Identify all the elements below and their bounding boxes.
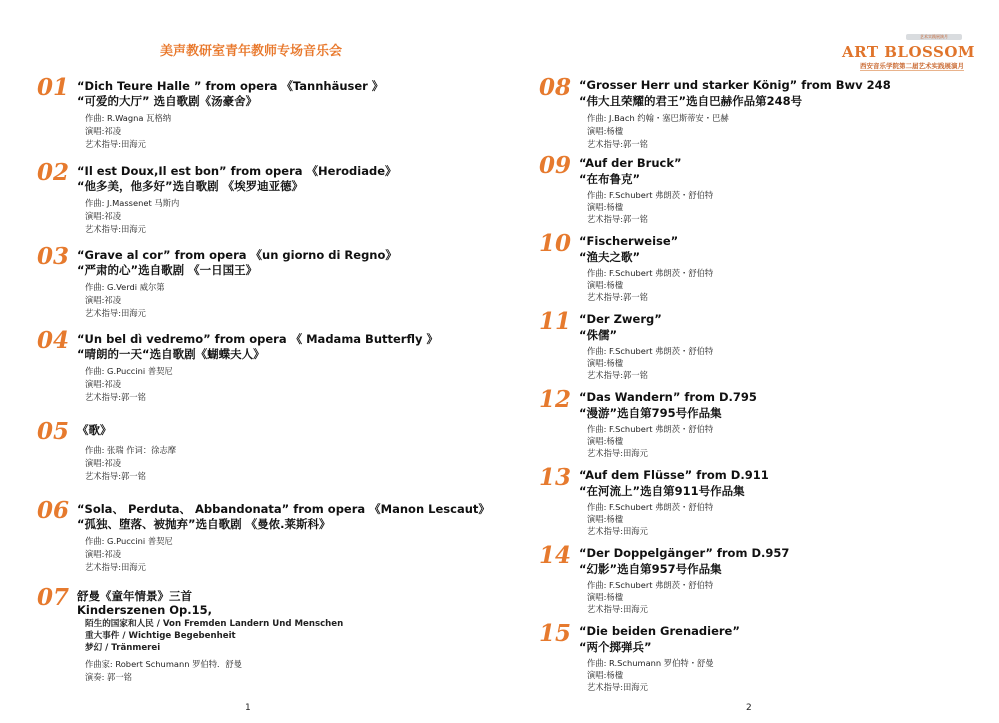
director-line: 艺术指导:田海元 [587, 604, 648, 614]
logo-subtitle: 西安音乐学院第二届艺术实践展演月 [860, 62, 964, 70]
performer-line: 演唱:祁凌 [85, 295, 121, 305]
composer-line: 作曲: G.Puccini 普契尼 [85, 536, 173, 546]
item-title-cn: “孤独、堕落、被抛弃”选自歌剧 《曼侬.莱斯科》 [77, 517, 331, 531]
item-title: “Der Doppelgänger” from D.957 [579, 546, 790, 560]
item-number: 09 [539, 152, 572, 179]
player-line: 演奏: 郭一铭 [85, 672, 132, 682]
director-line: 艺术指导:郭一铭 [85, 392, 146, 402]
composer-line: 作曲: R.Wagna 瓦格纳 [85, 113, 172, 123]
item-title: “Il est Doux,Il est bon” from opera 《Herodiade》 [77, 164, 397, 178]
item-title-cn: “他多美，他多好”选自歌剧 《埃罗迪亚德》 [77, 179, 304, 193]
performer-line: 演唱:杨楹 [587, 514, 623, 524]
performer-line: 演唱:祁凌 [85, 549, 121, 559]
director-line: 艺术指导:田海元 [587, 526, 648, 536]
item-number: 11 [539, 308, 572, 335]
logo-tag: 艺术实践展演月 [906, 34, 962, 40]
item-title-cn: “伟大且荣耀的君王”选自巴赫作品第248号 [579, 94, 803, 108]
item-title-cn: “可爱的大厅” 选自歌剧《汤豪舍》 [77, 94, 258, 108]
item-number: 03 [37, 243, 70, 270]
performer-line: 演唱:杨楹 [587, 436, 623, 446]
item-title-cn: “在布鲁克” [579, 172, 641, 186]
composer-line: 作曲: F.Schubert 弗朗茨・舒伯特 [587, 502, 714, 512]
item-title: “Auf der Bruck” [579, 156, 682, 170]
item-title-cn: “漫游”选自第795号作品集 [579, 406, 722, 420]
movement-2: 重大事件 / Wichtige Begebenheit [85, 631, 236, 641]
director-line: 艺术指导:田海元 [85, 139, 146, 149]
item-number: 06 [37, 497, 70, 524]
performer-line: 演唱:祁凌 [85, 458, 121, 468]
director-line: 艺术指导:田海元 [85, 224, 146, 234]
item-title-cn: “严肃的心”选自歌剧 《一日国王》 [77, 263, 258, 277]
item-number: 05 [37, 418, 70, 445]
item-title: “Das Wandern” from D.795 [579, 390, 757, 404]
item-title: 《歌》 [77, 423, 112, 437]
item-title-cn: “侏儒” [579, 328, 618, 342]
concert-title: 美声教研室青年教师专场音乐会 [160, 44, 343, 59]
director-line: 艺术指导:田海元 [85, 308, 146, 318]
item-title-cn: “在河流上”选自第911号作品集 [579, 484, 745, 498]
movement-1: 陌生的国家和人民 / Von Fremden Landern Und Menschen [85, 619, 344, 629]
composer-line: 作曲: R.Schumann 罗伯特・舒曼 [587, 658, 714, 668]
item-number: 14 [539, 542, 572, 569]
performer-line: 演唱:杨楹 [587, 592, 623, 602]
composer-line: 作曲: F.Schubert 弗朗茨・舒伯特 [587, 580, 714, 590]
item-title: “Die beiden Grenadiere” [579, 624, 740, 638]
program-page-left [0, 0, 499, 723]
director-line: 艺术指导:田海元 [587, 448, 648, 458]
item-title-op: Kinderszenen Op.15, [77, 603, 213, 617]
item-title: “Der Zwerg” [579, 312, 662, 326]
item-title: “Un bel dì vedremo” from opera 《 Madama Butterfly 》 [77, 332, 439, 346]
performer-line: 演唱:祁凌 [85, 211, 121, 221]
composer-line: 作曲: G.Puccini 普契尼 [85, 366, 173, 376]
item-title: “Grosser Herr und starker König” from Bwv 248 [579, 78, 891, 92]
item-title: “Fischerweise” [579, 234, 679, 248]
performer-line: 演唱:杨楹 [587, 670, 623, 680]
performer-line: 演唱:杨楹 [587, 202, 623, 212]
composer-line: 作曲: G.Verdi 威尔第 [85, 282, 165, 292]
item-number: 07 [37, 584, 70, 611]
composer-line: 作曲家: Robert Schumann 罗伯特．舒曼 [85, 659, 242, 669]
item-title: “Dich Teure Halle ” from opera 《Tannhäuser 》 [77, 79, 384, 93]
item-title: 舒曼《童年情景》三首 [77, 589, 192, 603]
performer-line: 演唱:杨楹 [587, 126, 623, 136]
item-title-cn: “幻影”选自第957号作品集 [579, 562, 722, 576]
item-title: “Sola、 Perduta、 Abbandonata” from opera 《Manon Lescaut》 [77, 502, 490, 516]
item-number: 08 [539, 74, 572, 101]
composer-line: 作曲: 张瑞 作词：徐志摩 [85, 445, 177, 455]
movement-3: 梦幻 / Tränmerei [85, 643, 161, 653]
item-title-cn: “晴朗的一天“选自歌剧《蝴蝶夫人》 [77, 347, 265, 361]
director-line: 艺术指导:郭一铭 [587, 214, 648, 224]
item-title-cn: “两个掷弹兵” [579, 640, 652, 654]
composer-line: 作曲: F.Schubert 弗朗茨・舒伯特 [587, 190, 714, 200]
performer-line: 演唱:杨楹 [587, 280, 623, 290]
director-line: 艺术指导:郭一铭 [85, 471, 146, 481]
director-line: 艺术指导:田海元 [85, 562, 146, 572]
composer-line: 作曲: J.Bach 约翰・塞巴斯蒂安・巴赫 [587, 113, 729, 123]
director-line: 艺术指导:郭一铭 [587, 139, 648, 149]
director-line: 艺术指导:田海元 [587, 682, 648, 692]
composer-line: 作曲: F.Schubert 弗朗茨・舒伯特 [587, 424, 714, 434]
item-title-cn: “渔夫之歌” [579, 250, 641, 264]
composer-line: 作曲: J.Massenet 马斯内 [85, 198, 180, 208]
composer-line: 作曲: F.Schubert 弗朗茨・舒伯特 [587, 346, 714, 356]
performer-line: 演唱:祁凌 [85, 126, 121, 136]
performer-line: 演唱:杨楹 [587, 358, 623, 368]
page-number-right: 2 [746, 703, 752, 713]
item-number: 02 [37, 159, 70, 186]
director-line: 艺术指导:郭一铭 [587, 292, 648, 302]
composer-line: 作曲: F.Schubert 弗朗茨・舒伯特 [587, 268, 714, 278]
item-title: “Auf dem Flüsse” from D.911 [579, 468, 769, 482]
item-number: 15 [539, 620, 572, 647]
item-title: “Grave al cor” from opera 《un giorno di Regno》 [77, 248, 397, 262]
item-number: 01 [37, 74, 70, 101]
performer-line: 演唱:祁凌 [85, 379, 121, 389]
item-number: 12 [539, 386, 572, 413]
item-number: 13 [539, 464, 572, 491]
logo-brand: ART BLOSSOM [842, 43, 976, 61]
program-page-right [499, 0, 999, 723]
item-number: 04 [37, 327, 70, 354]
director-line: 艺术指导:郭一铭 [587, 370, 648, 380]
item-number: 10 [539, 230, 572, 257]
page-number-left: 1 [245, 703, 251, 713]
